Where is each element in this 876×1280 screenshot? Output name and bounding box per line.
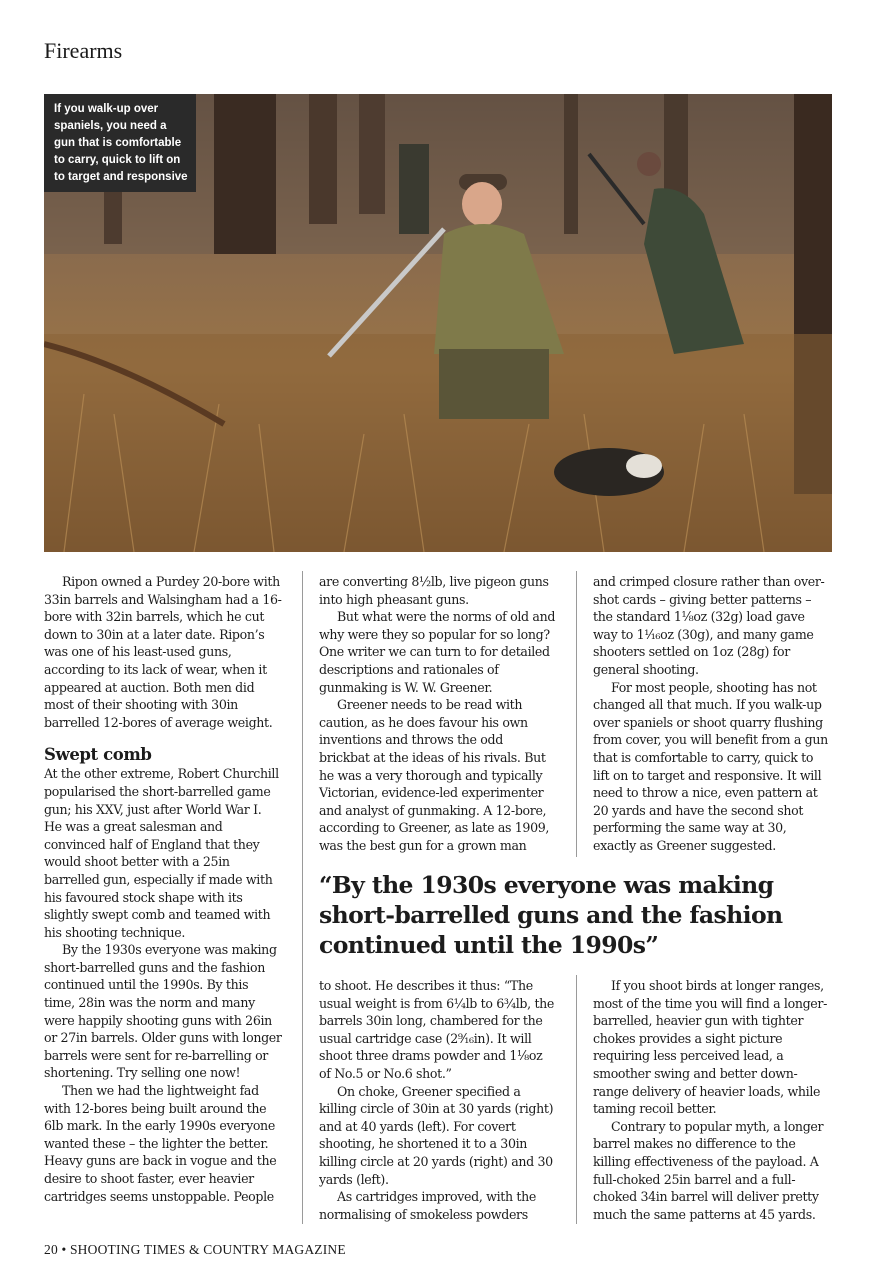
paragraph: Contrary to popular myth, a longer barrel makes no difference to the killing effectiveness of the payload. A full-choked 25in barrel and a full-choked 34in barrel will deliver pretty much the same patterns at 45 yards. (593, 1118, 824, 1222)
paragraph: As cartridges improved, with the normalising of smokeless powders (319, 1189, 536, 1222)
page-footer: 20 • SHOOTING TIMES & COUNTRY MAGAZINE (44, 1242, 346, 1257)
column-right (593, 573, 831, 855)
paragraph: But what were the norms of old and why were they so popular for so long? One writer we can turn to for detailed descriptions and rationales of gunmaking is W. W. Greener. (319, 609, 556, 695)
column-right-lower (593, 977, 831, 1223)
paragraph: On choke, Greener specified a killing circle of 30in at 30 yards (right) and at 40 yards (left). For covert shooting, he shortened it to a 30in killing circle at 20 yards (right) and 30 yards (left). (319, 1083, 554, 1187)
photo-caption: If you walk-up over spaniels, you need a gun that is comfortable to carry, quick to lift on to target and responsive (44, 94, 196, 192)
column-divider (576, 571, 577, 857)
paragraph: For most people, shooting has not changed all that much. If you walk-up over spaniels or shoot quarry flushing from cover, you will benefit from a gun that is comfortable to carry, quick to lift on to target and responsive. It will need to throw a nice, even pattern at 20 yards and have the second shot performing the same way at 30, exactly as Greener suggested. (593, 679, 828, 853)
column-middle (319, 573, 557, 855)
paragraph: Greener needs to be read with caution, as he does favour his own inventions and throws the odd brickbat at the ideas of his rivals. But he was a very thorough and typically Victorian, evidence-led experimenter and analyst of gunmaking. A 12-bore, according to Greener, as late as 1909, was the best gun for a grown man (319, 697, 550, 853)
paragraph: Then we had the lightweight fad with 12-bores being built around the 6lb mark. In the early 1990s everyone wanted these – the lighter the better. Heavy guns are back in vogue and the desire to shoot faster, ever heavier cartridges seems unstoppable. People (44, 1083, 277, 1204)
paragraph: Ripon owned a Purdey 20-bore with 33in barrels and Walsingham had a 16-bore with 32in barrels, which he cut down to 30in at a later date. Ripon’s was one of his least-used guns, according to its lack of wear, when it appeared at auction. Both men did most of their shooting with 30in barrelled 12-bores of average weight. (44, 574, 282, 730)
column-left (44, 573, 282, 1205)
column-middle-lower (319, 977, 557, 1223)
paragraph: At the other extreme, Robert Churchill popularised the short-barrelled game gun; his XXV, just after World War I. He was a great salesman and convinced half of England that they would shoot better with a 25in barrelled gun, especially if made with his favoured stock shape with its slightly swept comb and teamed with his shooting technique. (44, 766, 279, 940)
paragraph: If you shoot birds at longer ranges, most of the time you will find a longer-barrelled, heavier gun with tighter chokes provides a sight picture requiring less perceived lead, a smoother swing and better down-range delivery of heavier loads, while taming recoil better. (593, 978, 827, 1117)
column-divider (576, 975, 577, 1224)
paragraph: to shoot. He describes it thus: “The usual weight is from 6¼lb to 6¾lb, the barrels 30in long, chambered for the usual cartridge case (2⁹⁄₁₆in). It will shoot three drams powder and 1⅛oz of No.5 or No.6 shot.” (319, 978, 555, 1081)
subheading: Swept comb (44, 745, 152, 765)
pull-quote: “By the 1930s everyone was making short-barrelled guns and the fashion continued until the 1990s” (319, 871, 783, 959)
paragraph: are converting 8½lb, live pigeon guns into high pheasant guns. (319, 574, 549, 607)
section-title: Firearms (44, 38, 123, 63)
paragraph: and crimped closure rather than over-shot cards – giving better patterns – the standard 1⅛oz (32g) load gave way to 1¹⁄₁₆oz (30g), and many game shooters settled on 1oz (28g) for general shooting. (593, 574, 825, 677)
paragraph: By the 1930s everyone was making short-barrelled guns and the fashion continued until the 1990s. By this time, 28in was the norm and many were happily shooting guns with 26in or 27in barrels. Older guns with longer barrels were sent for re-barrelling or shortening. Try selling one now! (44, 942, 282, 1081)
column-divider (302, 571, 303, 1224)
